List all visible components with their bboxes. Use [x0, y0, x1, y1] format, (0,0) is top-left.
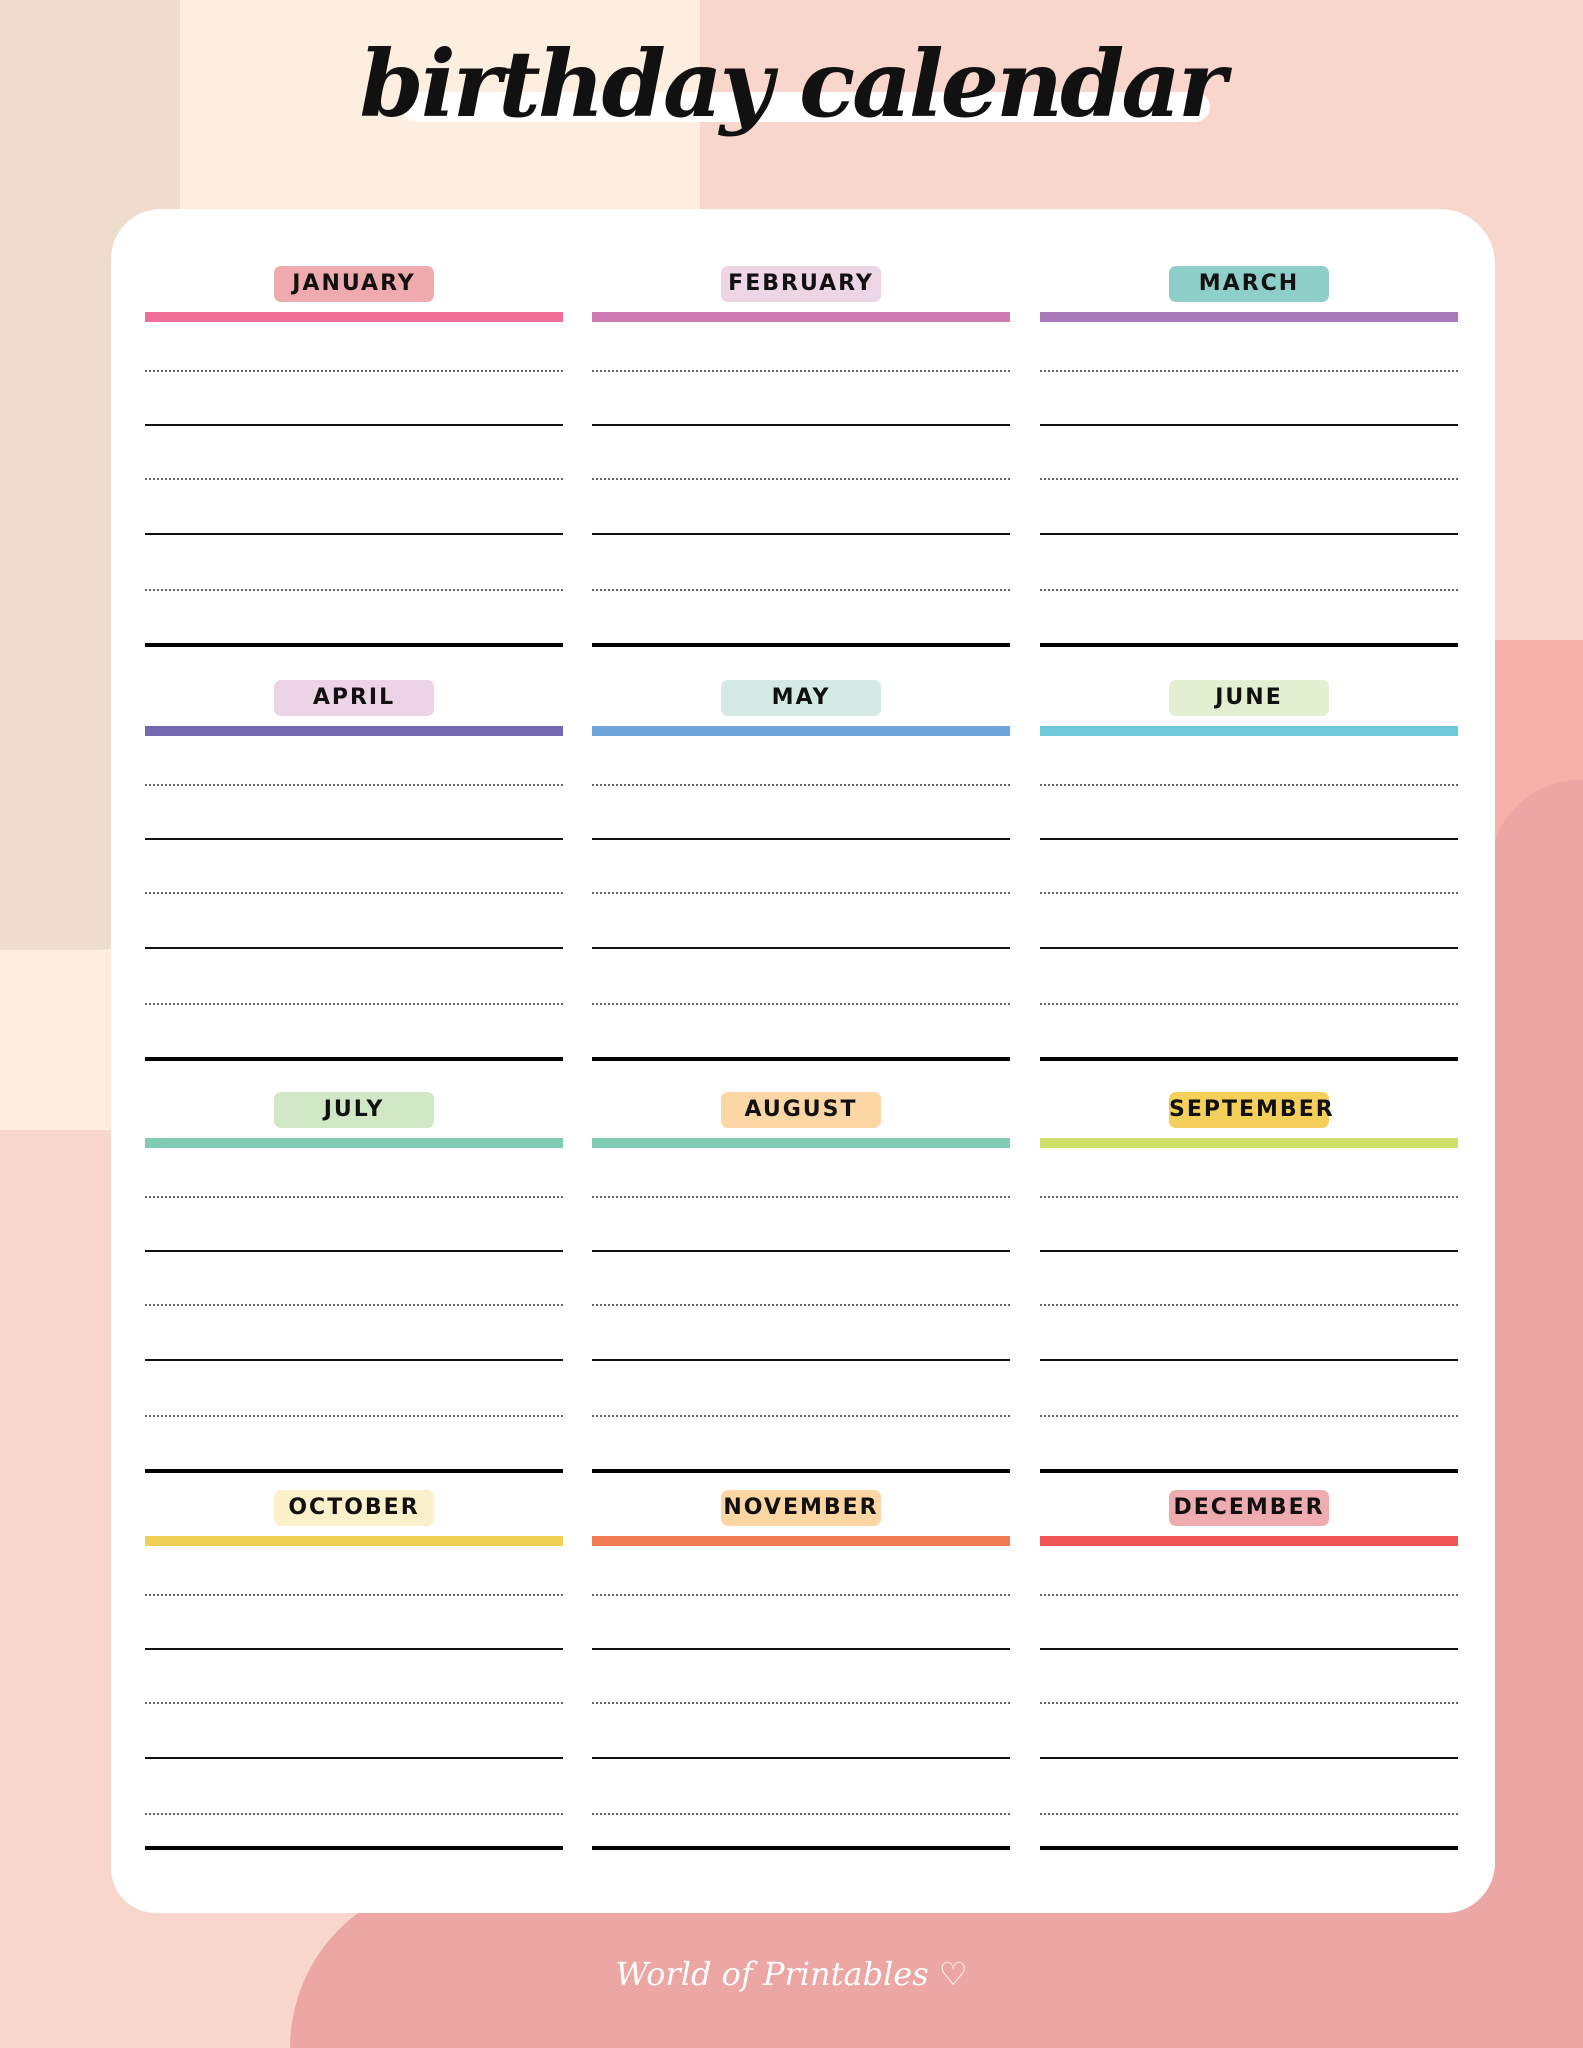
entry-line[interactable] — [145, 1594, 563, 1596]
entry-line[interactable] — [1040, 370, 1458, 372]
entry-line[interactable] — [145, 370, 563, 372]
month-color-bar — [1040, 312, 1458, 322]
entry-line[interactable] — [592, 838, 1010, 840]
entry-line[interactable] — [592, 478, 1010, 480]
page-title: birthday calendar — [359, 30, 1224, 138]
month-color-bar — [1040, 1536, 1458, 1546]
background-blob-rose-right — [1490, 780, 1583, 2048]
entry-line[interactable] — [145, 533, 563, 535]
month-label: JANUARY — [274, 266, 434, 302]
entry-line[interactable] — [1040, 1594, 1458, 1596]
month-label: AUGUST — [721, 1092, 881, 1128]
entry-line[interactable] — [1040, 892, 1458, 894]
entry-line[interactable] — [1040, 1648, 1458, 1650]
entry-line[interactable] — [592, 1415, 1010, 1417]
section-divider — [1040, 643, 1458, 647]
section-divider — [145, 1846, 563, 1850]
section-divider — [145, 1469, 563, 1473]
section-divider — [1040, 1057, 1458, 1061]
entry-line[interactable] — [145, 1196, 563, 1198]
section-divider — [1040, 1846, 1458, 1850]
entry-line[interactable] — [592, 1359, 1010, 1361]
month-color-bar — [145, 1138, 563, 1148]
month-color-bar — [145, 312, 563, 322]
entry-line[interactable] — [592, 424, 1010, 426]
entry-line[interactable] — [145, 1250, 563, 1252]
entry-line[interactable] — [1040, 1196, 1458, 1198]
month-label: JUNE — [1169, 680, 1329, 716]
entry-line[interactable] — [145, 1648, 563, 1650]
entry-line[interactable] — [145, 478, 563, 480]
section-divider — [592, 1057, 1010, 1061]
entry-line[interactable] — [145, 1702, 563, 1704]
month-label: SEPTEMBER — [1169, 1092, 1329, 1128]
entry-line[interactable] — [145, 1415, 563, 1417]
entry-line[interactable] — [592, 1702, 1010, 1704]
entry-line[interactable] — [1040, 478, 1458, 480]
brand-footer — [0, 1955, 1583, 1993]
entry-line[interactable] — [1040, 947, 1458, 949]
heart-icon: ♡ — [938, 1955, 968, 1993]
section-divider — [592, 643, 1010, 647]
entry-line[interactable] — [145, 1757, 563, 1759]
entry-line[interactable] — [592, 533, 1010, 535]
month-color-bar — [592, 726, 1010, 736]
entry-line[interactable] — [592, 589, 1010, 591]
section-divider — [592, 1846, 1010, 1850]
entry-line[interactable] — [1040, 1702, 1458, 1704]
entry-line[interactable] — [592, 947, 1010, 949]
entry-line[interactable] — [1040, 784, 1458, 786]
entry-line[interactable] — [1040, 424, 1458, 426]
entry-line[interactable] — [592, 1594, 1010, 1596]
section-divider — [592, 1469, 1010, 1473]
brand-name: World of Printables — [615, 1955, 929, 1993]
month-color-bar — [145, 726, 563, 736]
entry-line[interactable] — [145, 947, 563, 949]
calendar-card — [111, 209, 1495, 1913]
entry-line[interactable] — [1040, 589, 1458, 591]
section-divider — [145, 643, 563, 647]
entry-line[interactable] — [145, 424, 563, 426]
entry-line[interactable] — [1040, 1003, 1458, 1005]
entry-line[interactable] — [1040, 1415, 1458, 1417]
month-color-bar — [1040, 1138, 1458, 1148]
month-color-bar — [592, 1536, 1010, 1546]
entry-line[interactable] — [592, 784, 1010, 786]
entry-line[interactable] — [145, 1813, 563, 1815]
entry-line[interactable] — [592, 1304, 1010, 1306]
entry-line[interactable] — [145, 784, 563, 786]
month-color-bar — [1040, 726, 1458, 736]
entry-line[interactable] — [592, 370, 1010, 372]
entry-line[interactable] — [145, 838, 563, 840]
month-label: DECEMBER — [1169, 1490, 1329, 1526]
entry-line[interactable] — [592, 892, 1010, 894]
entry-line[interactable] — [1040, 1250, 1458, 1252]
entry-line[interactable] — [1040, 1359, 1458, 1361]
entry-line[interactable] — [145, 589, 563, 591]
month-label: FEBRUARY — [721, 266, 881, 302]
month-color-bar — [592, 312, 1010, 322]
entry-line[interactable] — [145, 1304, 563, 1306]
entry-line[interactable] — [145, 1003, 563, 1005]
month-label: APRIL — [274, 680, 434, 716]
section-divider — [145, 1057, 563, 1061]
month-label: MAY — [721, 680, 881, 716]
entry-line[interactable] — [592, 1648, 1010, 1650]
month-label: OCTOBER — [274, 1490, 434, 1526]
month-label: MARCH — [1169, 266, 1329, 302]
month-color-bar — [592, 1138, 1010, 1148]
entry-line[interactable] — [1040, 1757, 1458, 1759]
month-label: JULY — [274, 1092, 434, 1128]
entry-line[interactable] — [592, 1250, 1010, 1252]
month-color-bar — [145, 1536, 563, 1546]
entry-line[interactable] — [592, 1003, 1010, 1005]
entry-line[interactable] — [1040, 1813, 1458, 1815]
entry-line[interactable] — [592, 1813, 1010, 1815]
entry-line[interactable] — [1040, 838, 1458, 840]
entry-line[interactable] — [1040, 1304, 1458, 1306]
entry-line[interactable] — [145, 892, 563, 894]
section-divider — [1040, 1469, 1458, 1473]
entry-line[interactable] — [592, 1757, 1010, 1759]
entry-line[interactable] — [1040, 533, 1458, 535]
month-label: NOVEMBER — [721, 1490, 881, 1526]
entry-line[interactable] — [145, 1359, 563, 1361]
entry-line[interactable] — [592, 1196, 1010, 1198]
